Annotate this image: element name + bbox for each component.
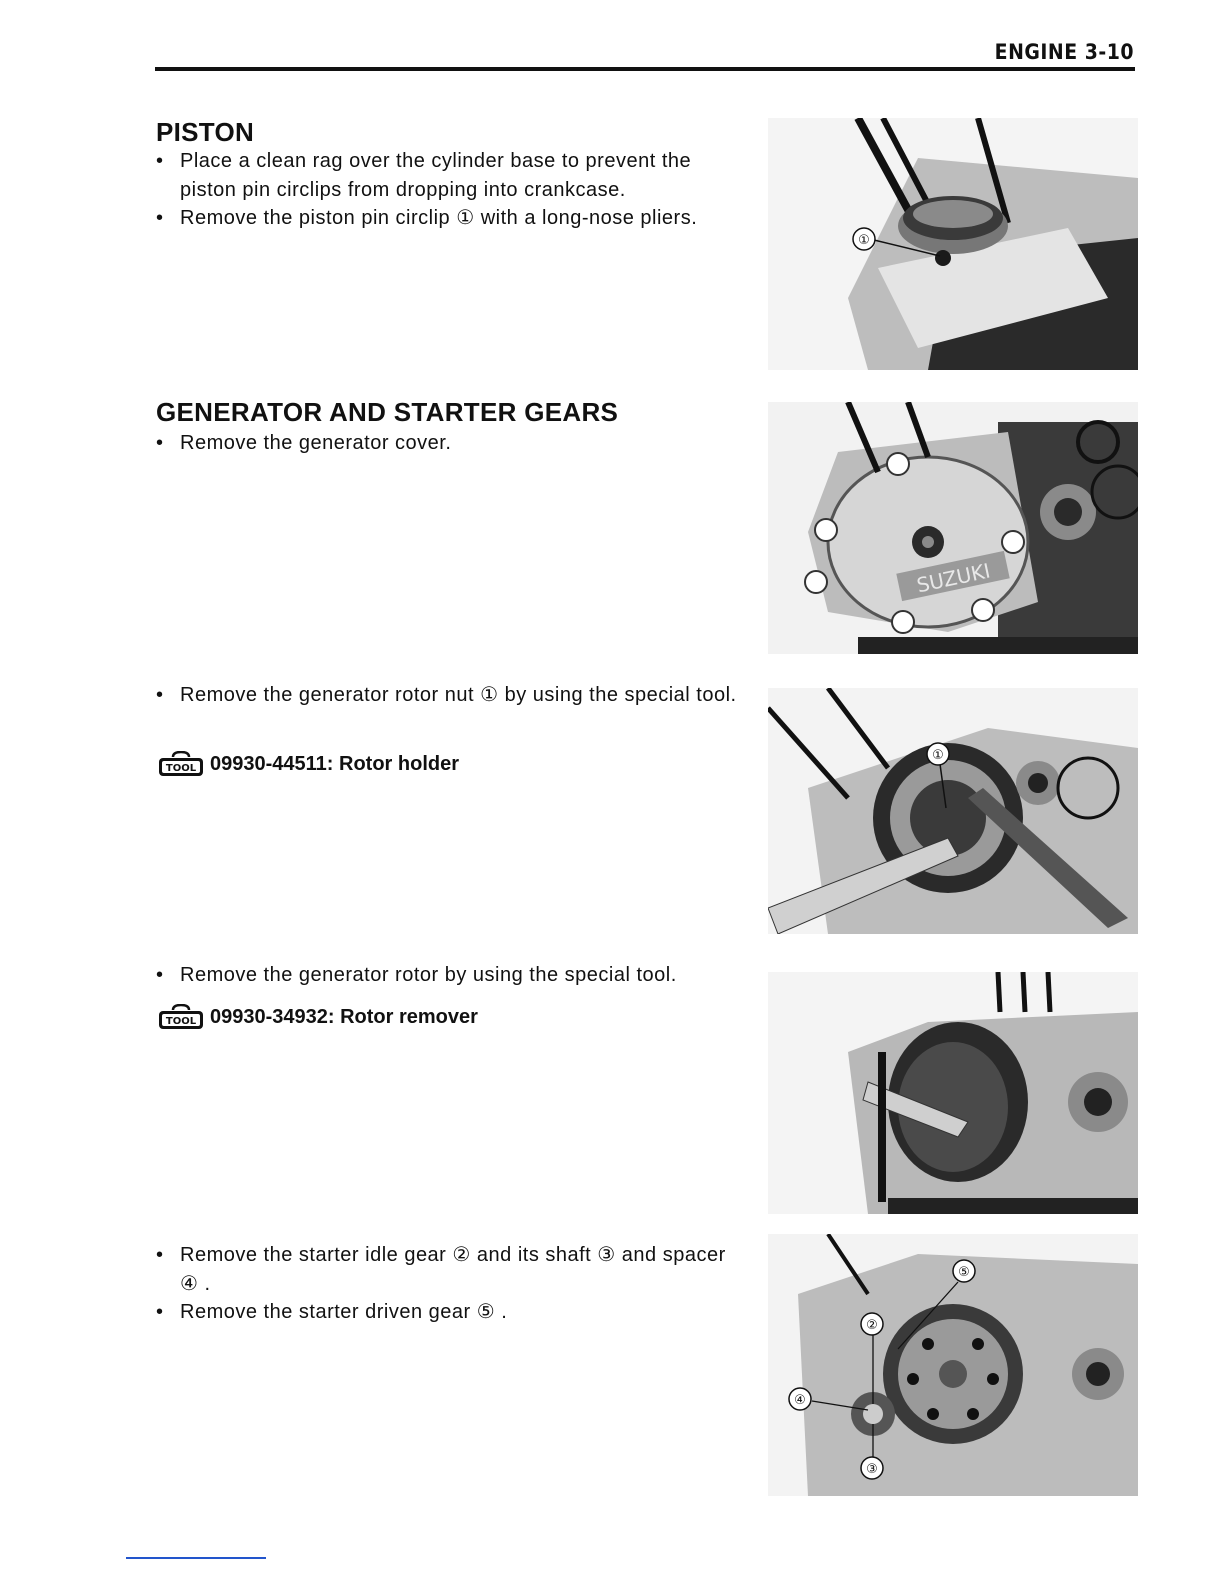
list-item: • Remove the generator rotor by using the special tool.: [156, 964, 677, 986]
tool-rotor-holder-text: 09930-44511: Rotor holder: [210, 752, 459, 775]
generator-title: GENERATOR AND STARTER GEARS: [156, 397, 619, 427]
list-item: • Remove the piston pin circlip ① with a long-nose pliers.: [156, 207, 698, 229]
list-item: • Remove the generator cover.: [156, 432, 452, 454]
piston-steps: [156, 147, 746, 233]
generator-cover-photo: [768, 402, 1138, 654]
piston-step-1: Place a clean rag over the cylinder base to prevent the piston pin circlips from dropping into crankcase.: [180, 150, 692, 201]
tool-icon-label: TOOL: [165, 763, 197, 774]
rotor-remover-photo: [768, 972, 1138, 1214]
generator-nut-steps: [156, 681, 746, 710]
list-item: • Remove the generator rotor nut ① by using the special tool.: [156, 684, 737, 706]
header-rule: [155, 67, 1135, 71]
generator-step-cover: Remove the generator cover.: [180, 432, 452, 454]
starter-photo-label-5: ⑤: [958, 1265, 970, 1280]
starter-step-1: Remove the starter idle gear ② and its shaft ③ and spacer ④ .: [180, 1244, 726, 1295]
tool-icon-label: TOOL: [165, 1016, 197, 1027]
starter-step-2: Remove the starter driven gear ⑤ .: [180, 1301, 508, 1323]
generator-step-rotor: Remove the generator rotor by using the special tool.: [180, 964, 677, 986]
starter-photo-label-2: ②: [866, 1318, 878, 1333]
tool-icon: [158, 1004, 204, 1030]
list-item: • Place a clean rag over the cylinder base to prevent the piston pin circlips from dropping into crankcase.: [156, 150, 692, 201]
footer-link-underline: [126, 1557, 266, 1559]
tool-rotor-remover-text: 09930-34932: Rotor remover: [210, 1005, 478, 1028]
header-page-number: 3-10: [1084, 40, 1134, 64]
page-header: [995, 40, 1134, 64]
generator-step-nut: Remove the generator rotor nut ① by using the special tool.: [180, 684, 737, 706]
list-item: • Remove the starter idle gear ② and its shaft ③ and spacer ④ .: [156, 1244, 726, 1295]
generator-rotor-steps: [156, 961, 746, 990]
starter-photo-label-3: ③: [866, 1462, 878, 1477]
generator-cover-brand: SUZUKI: [914, 558, 993, 598]
tool-icon: [158, 751, 204, 777]
starter-photo-label-4: ④: [794, 1393, 806, 1408]
starter-gears-photo: [768, 1234, 1138, 1496]
list-item: • Remove the starter driven gear ⑤ .: [156, 1301, 508, 1323]
rotor-nut-photo-label-1: ①: [932, 748, 944, 763]
starter-gear-steps: [156, 1241, 746, 1327]
tool-rotor-remover: [158, 1004, 478, 1030]
piston-photo: [768, 118, 1138, 370]
piston-title: PISTON: [156, 117, 255, 147]
generator-cover-steps: [156, 429, 746, 458]
piston-photo-label-1: ①: [858, 233, 870, 248]
piston-step-2: Remove the piston pin circlip ① with a long-nose pliers.: [180, 207, 698, 229]
tool-rotor-holder: [158, 751, 459, 777]
header-section: ENGINE: [994, 40, 1078, 64]
rotor-nut-photo: [768, 688, 1138, 934]
